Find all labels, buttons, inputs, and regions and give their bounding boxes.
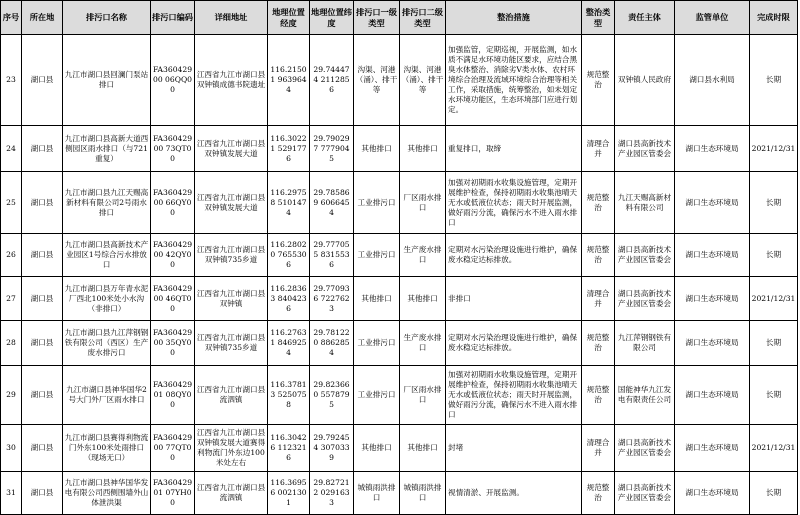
cell-outfall-code: FA36042900 66QY00	[151, 172, 195, 234]
cell-location: 湖口县	[22, 425, 63, 472]
cell-latitude: 29.823660 5578795	[310, 366, 354, 425]
cell-outfall-code: FA36042901 08QY00	[151, 366, 195, 425]
cell-outfall-name: 九江市湖口县九江天赐高新材料有限公司2号雨水排口	[63, 172, 151, 234]
cell-rectify-type: 规范整治	[582, 472, 615, 515]
cell-type-2: 厂区雨水排口	[400, 172, 446, 234]
cell-outfall-code: FA36042900 73QT00	[151, 126, 195, 172]
cell-type-1: 沟渠、河港（涌）、排干等	[354, 35, 400, 126]
cell-address: 江西省九江市湖口县双钟镇735乡道	[195, 234, 268, 277]
header-cell: 监管单位	[675, 1, 750, 35]
header-cell: 所在地	[22, 1, 63, 35]
cell-rectify-type: 清理合并	[582, 277, 615, 321]
cell-deadline: 长期	[750, 366, 798, 425]
cell-type-2: 其他排口	[400, 277, 446, 321]
cell-outfall-name: 九江市湖口县高新技术产业园区1号综合污水排放口	[63, 234, 151, 277]
header-cell: 地理位置纬度	[310, 1, 354, 35]
cell-responsible: 湖口县高新技术产业园区管委会	[615, 234, 675, 277]
cell-outfall-name: 九江市湖口县回澜门泵站排口	[63, 35, 151, 126]
cell-deadline: 长期	[750, 321, 798, 366]
header-cell: 排污口名称	[63, 1, 151, 35]
cell-responsible: 湖口县高新技术产业园区管委会	[615, 472, 675, 515]
cell-rectify-type: 规范整治	[582, 172, 615, 234]
cell-outfall-name: 九江市湖口县高新大道西侧园区雨水排口（与721重复）	[63, 126, 151, 172]
cell-type-2: 城镇雨洪排口	[400, 472, 446, 515]
cell-longitude: 116.30426 1123216	[268, 425, 310, 472]
cell-address: 江西省九江市湖口县流泗镇	[195, 472, 268, 515]
cell-latitude: 29.781220 8862854	[310, 321, 354, 366]
cell-seq: 24	[1, 126, 22, 172]
cell-location: 湖口县	[22, 172, 63, 234]
cell-location: 湖口县	[22, 472, 63, 515]
cell-seq: 29	[1, 366, 22, 425]
cell-responsible: 九江天赐高新材料有限公司	[615, 172, 675, 234]
cell-location: 湖口县	[22, 321, 63, 366]
cell-longitude: 116.28020 7655306	[268, 234, 310, 277]
cell-outfall-name: 九江市湖口县九江萍钢钢铁有限公司（西区）生产废水排污口	[63, 321, 151, 366]
cell-address: 江西省九江市湖口县双钟镇成德书院遗址	[195, 35, 268, 126]
table-body	[1, 35, 798, 515]
cell-type-1: 工业排污口	[354, 172, 400, 234]
cell-supervisor: 湖口生态环境局	[675, 321, 750, 366]
cell-type-1: 其他排口	[354, 425, 400, 472]
header-cell: 详细地址	[195, 1, 268, 35]
cell-latitude: 29.744474 2112856	[310, 35, 354, 126]
cell-outfall-code: FA36042900 77QT00	[151, 425, 195, 472]
cell-rectify-type: 规范整治	[582, 321, 615, 366]
cell-measures: 视情清淤、开展监测。	[446, 472, 582, 515]
cell-measures: 重复排口，取缔	[446, 126, 582, 172]
cell-address: 江西省九江市湖口县双钟镇735乡道	[195, 321, 268, 366]
table-row	[1, 472, 798, 515]
table-row	[1, 126, 798, 172]
cell-latitude: 29.790297 7779045	[310, 126, 354, 172]
cell-outfall-name: 九江市湖口县神华国华发电有限公司西侧围墙外山体泄洪渠	[63, 472, 151, 515]
header-cell: 排污口一级类型	[354, 1, 400, 35]
cell-responsible: 湖口县高新技术产业园区管委会	[615, 277, 675, 321]
cell-supervisor: 湖口生态环境局	[675, 172, 750, 234]
cell-longitude: 116.28363 8404236	[268, 277, 310, 321]
cell-supervisor: 湖口生态环境局	[675, 472, 750, 515]
header-cell: 整治类型	[582, 1, 615, 35]
cell-address: 江西省九江市湖口县双钟镇发展大道赛得利物流门外东边100米处左右	[195, 425, 268, 472]
cell-longitude: 116.21501 9639644	[268, 35, 310, 126]
cell-location: 湖口县	[22, 277, 63, 321]
cell-seq: 25	[1, 172, 22, 234]
cell-supervisor: 湖口生态环境局	[675, 425, 750, 472]
table-row	[1, 321, 798, 366]
cell-measures: 加强对初期雨水收集设施管理，定期开展维护检查，保持初期雨水收集池晴天无水或低液位状态；雨天时开展监测，做好雨污分流，确保污水不进入雨水排口	[446, 366, 582, 425]
cell-longitude: 116.29758 5101474	[268, 172, 310, 234]
cell-measures: 加强监管，定期巡视，开展监测，如水质不满足水环境功能区要求，应结合黑臭水体整治、消除劣V类水体、农村环境综合治理及流域环境综合治理等相关工作，采取措施，统筹整治，如未划定水环境功能区，生态环境部门应进行划定。	[446, 35, 582, 126]
cell-deadline: 长期	[750, 35, 798, 126]
cell-supervisor: 湖口生态环境局	[675, 126, 750, 172]
cell-outfall-name: 九江市湖口县赛得利物流门外东100米处雨排口（现场无口）	[63, 425, 151, 472]
cell-responsible: 国能神华九江发电有限责任公司	[615, 366, 675, 425]
cell-outfall-code: FA36042900 42QY00	[151, 234, 195, 277]
cell-location: 湖口县	[22, 126, 63, 172]
table-row	[1, 172, 798, 234]
cell-rectify-type: 规范整治	[582, 366, 615, 425]
cell-rectify-type: 规范整治	[582, 35, 615, 126]
cell-responsible: 九江萍钢钢铁有限公司	[615, 321, 675, 366]
cell-type-2: 其他排口	[400, 425, 446, 472]
cell-deadline: 长期	[750, 472, 798, 515]
cell-outfall-code: FA36042900 35QY00	[151, 321, 195, 366]
cell-measures: 封堵	[446, 425, 582, 472]
cell-rectify-type: 清理合并	[582, 425, 615, 472]
cell-supervisor: 湖口生态环境局	[675, 366, 750, 425]
cell-measures: 加强对初期雨水收集设施管理，定期开展维护检查，保持初期雨水收集池晴天无水或低液位状态；雨天时开展监测，做好雨污分流，确保污水不进入雨水排口	[446, 172, 582, 234]
cell-type-2: 厂区雨水排口	[400, 366, 446, 425]
cell-seq: 26	[1, 234, 22, 277]
cell-rectify-type: 规范整治	[582, 234, 615, 277]
header-row	[1, 1, 798, 35]
cell-type-1: 工业排污口	[354, 321, 400, 366]
header-cell: 地理位置经度	[268, 1, 310, 35]
cell-address: 江西省九江市湖口县双钟镇	[195, 277, 268, 321]
cell-deadline: 长期	[750, 172, 798, 234]
cell-measures: 非排口	[446, 277, 582, 321]
cell-seq: 28	[1, 321, 22, 366]
cell-latitude: 29.770936 7227623	[310, 277, 354, 321]
cell-deadline: 2021/12/31	[750, 277, 798, 321]
cell-deadline: 2021/12/31	[750, 425, 798, 472]
table-row	[1, 425, 798, 472]
cell-longitude: 116.37813 5250758	[268, 366, 310, 425]
cell-location: 湖口县	[22, 234, 63, 277]
cell-address: 江西省九江市湖口县双钟镇发展大道	[195, 172, 268, 234]
table-row	[1, 234, 798, 277]
cell-type-1: 工业排污口	[354, 234, 400, 277]
cell-longitude: 116.30221 5291776	[268, 126, 310, 172]
cell-supervisor: 湖口县水利局	[675, 35, 750, 126]
cell-outfall-code: FA36042901 07YH00	[151, 472, 195, 515]
header-cell: 整治措施	[446, 1, 582, 35]
cell-type-1: 工业排污口	[354, 366, 400, 425]
cell-deadline: 2021/12/31	[750, 126, 798, 172]
cell-type-2: 生产废水排口	[400, 234, 446, 277]
cell-latitude: 29.777055 8315536	[310, 234, 354, 277]
cell-latitude: 29.827212 0291633	[310, 472, 354, 515]
cell-latitude: 29.785869 6066454	[310, 172, 354, 234]
cell-longitude: 116.27631 8469254	[268, 321, 310, 366]
cell-responsible: 双钟镇人民政府	[615, 35, 675, 126]
cell-deadline: 长期	[750, 234, 798, 277]
cell-type-1: 其他排口	[354, 126, 400, 172]
header-cell: 责任主体	[615, 1, 675, 35]
table-row	[1, 366, 798, 425]
header-cell: 完成时限	[750, 1, 798, 35]
cell-type-2: 沟渠、河港（涌）、排干等	[400, 35, 446, 126]
cell-rectify-type: 清理合并	[582, 126, 615, 172]
cell-supervisor: 湖口生态环境局	[675, 234, 750, 277]
cell-address: 江西省九江市湖口县双钟镇发展大道	[195, 126, 268, 172]
cell-type-2: 其他排口	[400, 126, 446, 172]
cell-seq: 31	[1, 472, 22, 515]
cell-type-1: 城镇雨洪排口	[354, 472, 400, 515]
cell-seq: 27	[1, 277, 22, 321]
cell-responsible: 湖口县高新技术产业园区管委会	[615, 126, 675, 172]
cell-outfall-code: FA36042900 46QT00	[151, 277, 195, 321]
cell-type-2: 生产废水排口	[400, 321, 446, 366]
header-cell: 排污口二级类型	[400, 1, 446, 35]
cell-measures: 定期对水污染治理设施进行维护，确保废水稳定达标排放。	[446, 321, 582, 366]
cell-outfall-name: 九江市湖口县神华国华2号大门外厂区雨水排口	[63, 366, 151, 425]
header-cell: 排污口编码	[151, 1, 195, 35]
cell-supervisor: 湖口生态环境局	[675, 277, 750, 321]
cell-address: 江西省九江市湖口县流泗镇	[195, 366, 268, 425]
table-row	[1, 277, 798, 321]
cell-type-1: 其他排口	[354, 277, 400, 321]
cell-measures: 定期对水污染治理设施进行维护，确保废水稳定达标排放。	[446, 234, 582, 277]
cell-outfall-code: FA36042900 06QQ00	[151, 35, 195, 126]
table-row	[1, 35, 798, 126]
cell-outfall-name: 九江市湖口县万年青水泥厂西北100米处小水沟（非排口）	[63, 277, 151, 321]
cell-seq: 23	[1, 35, 22, 126]
cell-location: 湖口县	[22, 35, 63, 126]
cell-seq: 30	[1, 425, 22, 472]
cell-location: 湖口县	[22, 366, 63, 425]
cell-longitude: 116.36956 0021301	[268, 472, 310, 515]
cell-responsible: 湖口县高新技术产业园区管委会	[615, 425, 675, 472]
header-cell: 序号	[1, 1, 22, 35]
cell-latitude: 29.792454 3070339	[310, 425, 354, 472]
